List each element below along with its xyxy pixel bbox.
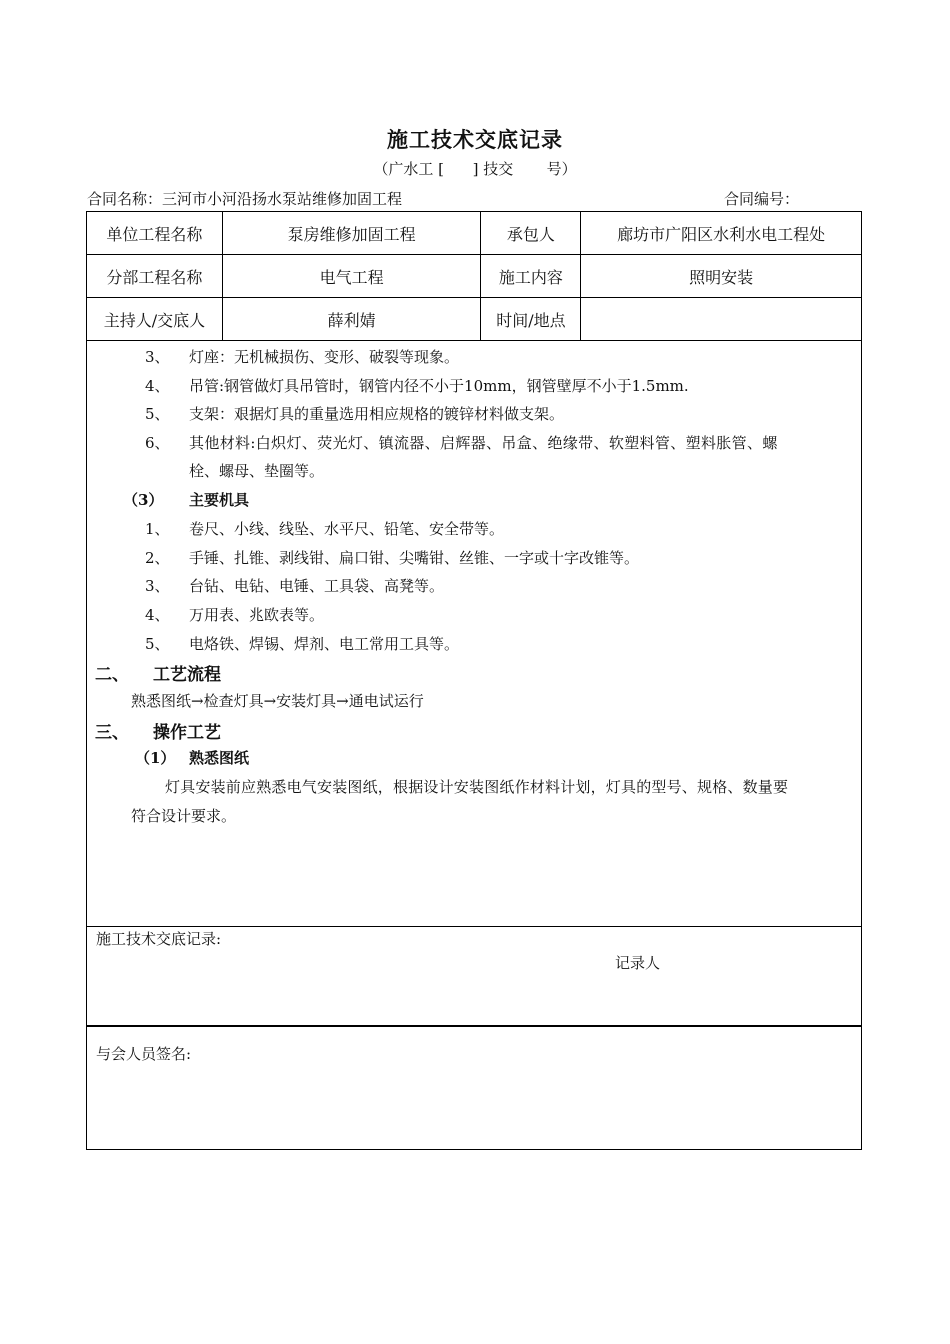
process-flow: 熟悉图纸→检查灯具→安装灯具→通电试运行 — [131, 692, 424, 710]
item-number: 2、 — [145, 549, 170, 567]
unit-project-label: 单位工程名称 — [87, 212, 223, 255]
table-row — [87, 255, 862, 298]
list-item: 卷尺、小线、线坠、水平尺、铅笔、安全带等。 — [189, 520, 505, 538]
list-item: 电烙铁、焊锡、焊剂、电工常用工具等。 — [189, 635, 460, 653]
contractor-value: 廊坊市广阳区水利水电工程处 — [581, 212, 862, 255]
part-title: 工艺流程 — [153, 665, 221, 685]
paragraph-line: 灯具安装前应熟悉电气安装图纸，根据设计安装图纸作材料计划，灯具的型号、规格、数量要 — [165, 778, 789, 796]
host-value: 薛利婧 — [222, 298, 481, 341]
page-title: 施工技术交底记录 — [387, 127, 563, 152]
work-content-value: 照明安装 — [581, 255, 862, 298]
section-number: （3） — [123, 491, 164, 509]
sub-number: （1） — [135, 749, 176, 767]
table-row — [87, 298, 862, 341]
table-row — [87, 212, 862, 255]
contractor-label: 承包人 — [481, 212, 581, 255]
list-item: 手锤、扎锥、剥线钳、扁口钳、尖嘴钳、丝锥、一字或十字改锥等。 — [189, 549, 640, 567]
item-number: 4、 — [145, 606, 170, 624]
list-item-continuation: 栓、螺母、垫圈等。 — [189, 462, 325, 480]
item-number: 4、 — [145, 377, 170, 395]
part-number: 三、 — [95, 723, 129, 743]
list-item: 吊管:钢管做灯具吊管时，钢管内径不小于10mm，钢管壁厚不小于1.5mm. — [189, 377, 689, 395]
host-label: 主持人/交底人 — [87, 298, 223, 341]
time-place-label: 时间/地点 — [481, 298, 581, 341]
info-table — [86, 211, 862, 341]
page-subtitle: （广水工 [ ] 技交 号） — [373, 160, 577, 178]
disclosure-body — [86, 340, 862, 927]
record-box — [86, 926, 862, 1027]
section-title: 主要机具 — [189, 491, 250, 509]
sub-title: 熟悉图纸 — [189, 749, 250, 767]
signature-box — [86, 1025, 862, 1150]
contract-row — [87, 188, 862, 208]
item-number: 6、 — [145, 434, 170, 452]
time-place-value — [581, 298, 862, 341]
item-number: 5、 — [145, 635, 170, 653]
contract-name: 合同名称：三河市小河沿扬水泵站维修加固工程 — [87, 190, 403, 208]
part-number: 二、 — [95, 665, 129, 685]
work-content-label: 施工内容 — [481, 255, 581, 298]
sub-project-label: 分部工程名称 — [87, 255, 223, 298]
list-item: 灯座：无机械损伤、变形、破裂等现象。 — [189, 348, 460, 366]
signature-label: 与会人员签名: — [96, 1045, 192, 1063]
list-item: 支架：艰据灯具的重量选用相应规格的镀锌材料做支架。 — [189, 405, 565, 423]
list-item: 万用表、兆欧表等。 — [189, 606, 325, 624]
unit-project-value: 泵房维修加固工程 — [222, 212, 481, 255]
paragraph-line: 符合设计要求。 — [131, 807, 237, 825]
list-item: 台钻、电钻、电锤、工具袋、高凳等。 — [189, 577, 445, 595]
recorder-label: 记录人 — [615, 954, 661, 972]
part-title: 操作工艺 — [153, 723, 221, 743]
item-number: 5、 — [145, 405, 170, 423]
item-number: 1、 — [145, 520, 170, 538]
item-number: 3、 — [145, 348, 170, 366]
item-number: 3、 — [145, 577, 170, 595]
list-item: 其他材料:白炽灯、荧光灯、镇流器、启辉器、吊盒、绝缘带、软塑料管、塑料胀管、螺 — [189, 434, 778, 452]
sub-project-value: 电气工程 — [222, 255, 481, 298]
contract-number: 合同编号： — [724, 190, 800, 208]
record-label: 施工技术交底记录: — [96, 930, 222, 948]
